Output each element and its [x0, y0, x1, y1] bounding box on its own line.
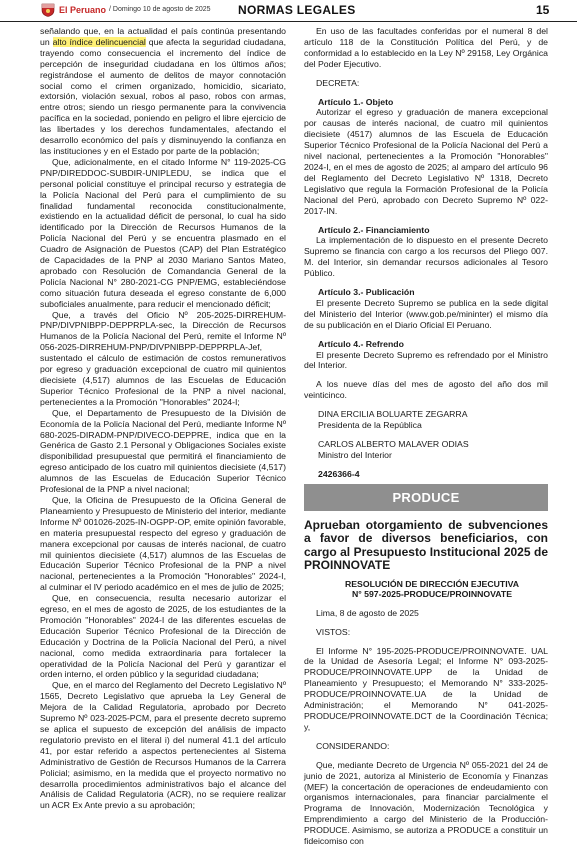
place-date: Lima, 8 de agosto de 2025: [316, 607, 419, 618]
sector-banner: PRODUCE: [304, 484, 548, 511]
paragraph: En uso de las facultades conferidas por el numeral 8 del artículo 118 de la Constitución Política del Perú, y de conformidad a lo establecido en la Ley Nº 29158, Ley Orgánica del Poder Ejecutivo.: [304, 26, 548, 69]
signatory-name: CARLOS ALBERTO MALAVER ODIAS: [318, 439, 469, 449]
closing-date: A los nueve días del mes de agosto del año dos mil veinticinco.: [304, 379, 548, 401]
decreta-heading: DECRETA:: [316, 77, 360, 88]
coat-of-arms-icon: [40, 3, 56, 17]
paragraph: El Informe N° 195-2025-PRODUCE/PROINNOVATE. UAL de la Unidad de Asesoría Legal; el Informe N° 093-2025-PRODUCE/PROINNOVATE.UPP de la Unidad de Planeamiento y Presupuesto; el Memorando N° 333-2025-PRODUCE/PROINNOVATE.UA de la Unidad de Administración; el Memorando N° 041-2025-PRODUCE/PROINNOVATE.DCT de la Coordinación Técnica; y,: [304, 645, 548, 732]
norm-title: Aprueban otorgamiento de subvenciones a favor de diversos beneficiarios, con cargo al Presupuesto Institucional 2025 de PROINNOVATE: [304, 517, 548, 573]
signatory-title: Presidenta de la República: [318, 420, 422, 431]
issue-date: / Domingo 10 de agosto de 2025: [109, 6, 211, 13]
page-number: 15: [536, 3, 550, 17]
article-4-text: El presente Decreto Supremo es refrendado por el Ministro del Interior.: [304, 349, 548, 371]
newspaper-brand: El Peruano: [59, 5, 107, 15]
article-1-title: Artículo 1.- Objeto: [318, 96, 394, 107]
article-3-text: El presente Decreto Supremo se publica en la sede digital del Ministerio del Interior (www.gob.pe/mininter) el mismo día de su publicación en el Diario Oficial El Peruano.: [304, 297, 548, 330]
resolution-title: RESOLUCIÓN DE DIRECCIÓN EJECUTIVA: [344, 578, 520, 589]
considerando-heading: CONSIDERANDO:: [316, 740, 390, 751]
signatory-title: Ministro del Interior: [318, 449, 392, 460]
document-code: 2426366-4: [318, 468, 360, 479]
article-2-text: La implementación de lo dispuesto en el presente Decreto Supremo se financia con cargo a los recursos del Pliego 007. M. del Interior, sin demandar recursos adicionales al Tesoro Público.: [304, 235, 548, 279]
signatory-name: DINA ERCILIA BOLUARTE ZEGARRA: [318, 409, 468, 420]
paragraph: Que, en el marco del Reglamento del Decreto Legislativo Nº 1565, Decreto Legislativo que aprueba la Ley General de Mejora de la Calidad Regulatoria, aprobado por Decreto Supremo Nº 023-2025-PCM, para el presente decreto supremo se aplica el supuesto de excepción del análisis de impacto regulatorio previsto en el literal i) del numeral 41.1 del artículo 41, por estar referido a aspectos pertenecientes al Sistema Administrativo de Gestión de Recursos Humanos de la Carrera Policial; asimismo, en la medida que el proyecto normativo no desarrolla procedimientos administrativos bajo el alcance del Análisis de Calidad Regulatoria (ACR), no se requiere realizar un ACR Ex Ante previo a su aprobación;: [40, 680, 286, 811]
highlighted-text: alto índice delincuencial: [52, 36, 146, 47]
paragraph: Que, mediante Decreto de Urgencia Nº 055-2021 del 24 de junio de 2021, autoriza al Ministerio de Economía y Finanzas (MEF) la concertación de operaciones de endeudamiento con organismos internacionales, para financiar parcialmente el Programa de Innovación, Modernización Tecnológica y Emprendimiento a cargo del Ministerio de la Producción-PRODUCE. Asimismo, se autoriza a PRODUCE a constituir un fideicomiso con: [304, 759, 548, 847]
paragraph: [40, 26, 286, 157]
vistos-heading: VISTOS:: [316, 626, 351, 637]
page-header: [0, 0, 577, 22]
paragraph: Que, a través del Oficio Nº 205-2025-DIRREHUM-PNP/DIVPNIBPP-DEPPRPLA-sec, la Dirección de Recursos Humanos de la Policía Nacional del Perú, remite el Informe Nº 056-2025-DIRREHUM-PNP/DIVPNIBPP-DEPPRPLA-Jef, sustentado el cálculo de estimación de costos remunerativos por egreso y graduación excepcional de cuatro mil quinientos diecisiete (4,517) alumnos de las Escuelas de Educación Superior Técnico Profesional de la PNP a nivel nacional, pertenecientes a la Promoción "Honorables" 2024-I;: [40, 309, 286, 407]
article-1-text: Autorizar el egreso y graduación de manera excepcional por causas de interés nacional, de cuatro mil quinientos diecisiete (4517) alumnos de las Escuela de Educación Superior Técnico Profesional de la Policía Nacional del Perú a nivel nacional, pertenecientes a la Promoción "Honorables" 2024-I, en el mes de agosto de 2025; al amparo del artículo 96 del Reglamento del Decreto Legislativo Nº 1318, Decreto Legislativo que regula la Formación Profesional de la Policía Nacional del Perú, aprobado con Decreto Supremo Nº 022-2017-IN.: [304, 107, 548, 216]
article-4-title: Artículo 4.- Refrendo: [318, 338, 404, 349]
paragraph: Que, la Oficina de Presupuesto de la Oficina General de Planeamiento y Presupuesto de Ministerio del interior, mediante Informe Nº 001026-2025-IN-OGPP-OP, emite opinión favorable, en materia presupuestal respecto del egreso y graduación de manera excepcional por causas de interés nacional, de cuatro mil quinientos diecisiete (4,517) alumnos de las Escuelas de Educación Superior Técnico Profesional de la PNP a nivel nacional, pertenecientes a la Promoción "Honorables" 2024-I, al culminar el IV periodo académico en el mes de julio de 2025;: [40, 494, 286, 593]
right-column: [304, 26, 548, 847]
article-2-title: Artículo 2.- Financiamiento: [318, 224, 430, 235]
left-column: [40, 26, 286, 811]
section-title: NORMAS LEGALES: [238, 3, 356, 17]
paragraph: Que, el Departamento de Presupuesto de la División de Economía de la Policía Nacional del Perú, mediante Informe Nº 680-2025-DIRADM-PNP/DIVECO-DEPPRE, indica que en la Genérica de Gasto 2.1 Personal y Obligaciones Sociales existe disponibilidad presupuestal que permitirá el financiamiento de egreso anticipado de los cuatro mil quinientos diecisiete (4,517) alumnos de las Escuelas de Educación Superior Técnico Profesional de la PNP a nivel nacional;: [40, 407, 286, 495]
resolution-number: N° 597-2025-PRODUCE/PROINNOVATE: [351, 589, 513, 600]
text-run: que afecta la seguridad ciudadana, trayendo como consecuencia el incremento del índice de percepción de inseguridad ciudadana en los últimos años; registrándose el aumento de delitos de mayor connotación social como el crimen organizado, homicidio, sicariato, extorsión, violación sexual, robos al paso, robos con armas, entre otros; siendo un riesgo permanente para la convivencia pacífica en la sociedad, poniendo en peligro el libre ejercicio de las libertades y los derechos fundamentales, afectando el desarrollo económico del país y disminuyendo la confianza en las instituciones y en el Estado por parte de la población;: [40, 36, 287, 156]
text-run: señalando que, en la actualidad el país continúa presentando un: [40, 26, 286, 47]
paragraph: Que, adicionalmente, en el citado Informe N° 119-2025-CG PNP/DIREDDOC-SUBDIR-UNIPLEDU, se indica que el personal policial constituye el principal recurso y estrategia de la Policía Nacional del Perú para el cumplimiento de su finalidad fundamental reconocida constitucionalmente, existiendo en la actualidad déficit de personal, lo cual ha sido identificado por la Dirección de Recursos Humanos de la Policía Nacional del Perú y se encuentra plasmado en el Cuadro de Asignación de Puestos (CAP) del Plan Estratégico de Capacidades de la PNP al 2030 Mariano Santos Mateo, aprobado con Resolución de Comandancia General de la Policía Nacional N° 280-2021-CG PNP/EMG, estableciéndose como situación futura deseada el egreso constante de 6,000 suboficiales anualmente, para reducir el mencionado déficit;: [40, 156, 286, 309]
article-3-title: Artículo 3.- Publicación: [318, 287, 415, 298]
paragraph: Que, en consecuencia, resulta necesario autorizar el egreso, en el mes de agosto de 2025, de los estudiantes de la Promoción "Honorables" 2024-I de las diferentes escuelas de Educación Superior Técnico Profesional de la Dirección de Educación y Doctrina de la Policía Nacional del Perú, a nivel nacional, como medida extraordinaria para fortalecer la operatividad de la Policía Nacional del Perú y garantizar el orden interno, el orden público y la seguridad ciudadana;: [40, 593, 286, 680]
